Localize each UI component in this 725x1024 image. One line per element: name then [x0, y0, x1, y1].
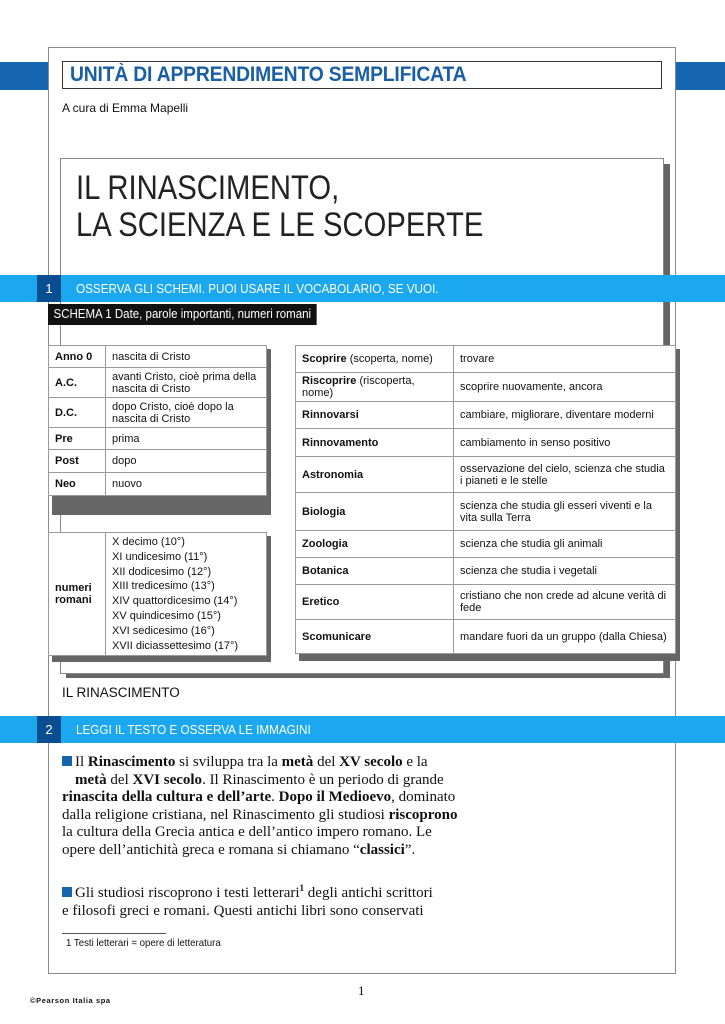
footnote: 1 Testi letterari = opere di letteratura — [66, 937, 221, 949]
roman-number-item: XI undicesimo (11°) — [112, 550, 208, 563]
chapter-title-line-1: IL RINASCIMENTO, — [76, 169, 340, 207]
copyright: ©Pearson Italia spa — [30, 996, 111, 1005]
vocab-table-row — [296, 429, 676, 457]
date-term: Anno 0 — [49, 346, 106, 368]
vocab-term: Zoologia — [296, 531, 454, 558]
roman-number-item: XV quindicesimo (15°) — [112, 609, 221, 622]
chapter-title-line-2: LA SCIENZA E LE SCOPERTE — [76, 206, 484, 244]
vocab-meaning: osservazione del cielo, scienza che studia i pianeti e le stelle — [454, 457, 676, 493]
roman-numbers-table — [48, 532, 267, 656]
vocab-meaning: scoprire nuovamente, ancora — [454, 373, 676, 402]
date-term: Pre — [49, 428, 106, 450]
vocab-term: Botanica — [296, 558, 454, 585]
dates-table-row — [49, 473, 267, 496]
paragraph-1: Il Rinascimento si sviluppa tra la metà del XV secolo e la metà del XVI secolo. Il Rinascimento è un periodo di grande rinascita della cultura e dell’arte. Dopo il Medioevo, dominato dalla religione cristiana, nel Rinascimento gli studiosi riscoprono la cultura della Grecia antica e dell’antico impero romano. Le opere dell’antichità greca e romana si chiamano “classici”. — [62, 754, 458, 858]
vocab-term: Scomunicare — [296, 620, 454, 654]
dates-table-row — [49, 368, 267, 398]
vocab-table-row — [296, 457, 676, 493]
vocab-term: Rinnovarsi — [296, 402, 454, 429]
date-meaning: avanti Cristo, cioè prima della nascita di Cristo — [106, 368, 267, 398]
date-meaning: prima — [106, 428, 267, 450]
date-meaning: nuovo — [106, 473, 267, 496]
roman-numbers-label: numeri romani — [49, 533, 106, 656]
vocab-table-row — [296, 346, 676, 373]
vocab-table-row — [296, 402, 676, 429]
roman-number-item: XVI sedicesimo (16°) — [112, 624, 215, 637]
date-meaning: nascita di Cristo — [106, 346, 267, 368]
dates-table-row — [49, 346, 267, 368]
vocab-table-row — [296, 531, 676, 558]
header-bar-left — [0, 62, 48, 90]
vocab-term: Biologia — [296, 493, 454, 531]
vocab-meaning: scienza che studia i vegetali — [454, 558, 676, 585]
date-term: Post — [49, 450, 106, 473]
date-term: A.C. — [49, 368, 106, 398]
vocab-term: Rinnovamento — [296, 429, 454, 457]
vocab-term: Eretico — [296, 585, 454, 620]
paragraph-2: Gli studiosi riscoprono i testi letterari$^1$ degli antichi scrittori e filosofi greci e romani. Questi antichi libri sono conservati — [62, 883, 433, 919]
vocabulary-table — [295, 345, 676, 654]
exercise-2-number: 2 — [37, 716, 61, 743]
vocab-table-row — [296, 558, 676, 585]
roman-number-item: XIII tredicesimo (13°) — [112, 580, 215, 593]
dates-table-row — [49, 450, 267, 473]
dates-table-row — [49, 428, 267, 450]
date-meaning: dopo — [106, 450, 267, 473]
bullet-square-icon — [62, 887, 72, 897]
vocab-term-extra: (riscoperta, nome) — [302, 375, 415, 399]
date-meaning: dopo Cristo, cioè dopo la nascita di Cristo — [106, 398, 267, 428]
exercise-1-instruction: OSSERVA GLI SCHEMI. PUOI USARE IL VOCABOLARIO, SE VUOI. — [76, 281, 439, 296]
vocab-table-row — [296, 373, 676, 402]
vocab-table-row — [296, 585, 676, 620]
vocab-meaning: cristiano che non crede ad alcune verità di fede — [454, 585, 676, 620]
vocab-meaning: cambiare, migliorare, diventare moderni — [454, 402, 676, 429]
roman-number-item: XII dodicesimo (12°) — [112, 565, 212, 578]
unit-title: UNITÀ DI APPRENDIMENTO SEMPLIFICATA — [70, 63, 467, 86]
chapter-title — [76, 170, 483, 244]
vocab-table-row — [296, 493, 676, 531]
vocab-term-extra: (scoperta, nome) — [349, 353, 433, 365]
vocab-meaning: scienza che studia gli animali — [454, 531, 676, 558]
curator-credit: A cura di Emma Mapelli — [62, 101, 189, 115]
exercise-2-instruction: LEGGI IL TESTO E OSSERVA LE IMMAGINI — [76, 722, 311, 737]
vocab-meaning: scienza che studia gli esseri viventi e la vita sulla Terra — [454, 493, 676, 531]
page-number: 1 — [358, 983, 365, 998]
roman-number-item: X decimo (10°) — [112, 536, 185, 548]
section-heading: IL RINASCIMENTO — [62, 685, 180, 700]
date-term: D.C. — [49, 398, 106, 428]
vocab-term: Astronomia — [296, 457, 454, 493]
schema-1-label: SCHEMA 1 Date, parole importanti, numeri romani — [48, 304, 317, 325]
vocab-meaning: cambiamento in senso positivo — [454, 429, 676, 457]
vocab-term: Scoprire (scoperta, nome) — [296, 346, 454, 373]
footnote-rule — [62, 933, 166, 934]
roman-number-item: XVII diciassettesimo (17°) — [112, 639, 239, 652]
vocab-table-row — [296, 620, 676, 654]
vocab-meaning: trovare — [454, 346, 676, 373]
roman-number-item: XIV quattordicesimo (14°) — [112, 595, 238, 608]
dates-table — [48, 345, 267, 496]
dates-table-row — [49, 398, 267, 428]
exercise-1-number: 1 — [37, 275, 61, 302]
header-bar-right — [676, 62, 725, 90]
bullet-square-icon — [62, 756, 72, 766]
date-term: Neo — [49, 473, 106, 496]
roman-numbers-list — [106, 533, 267, 656]
vocab-meaning: mandare fuori da un gruppo (dalla Chiesa) — [454, 620, 676, 654]
vocab-term: Riscoprire (riscoperta, nome) — [296, 373, 454, 402]
